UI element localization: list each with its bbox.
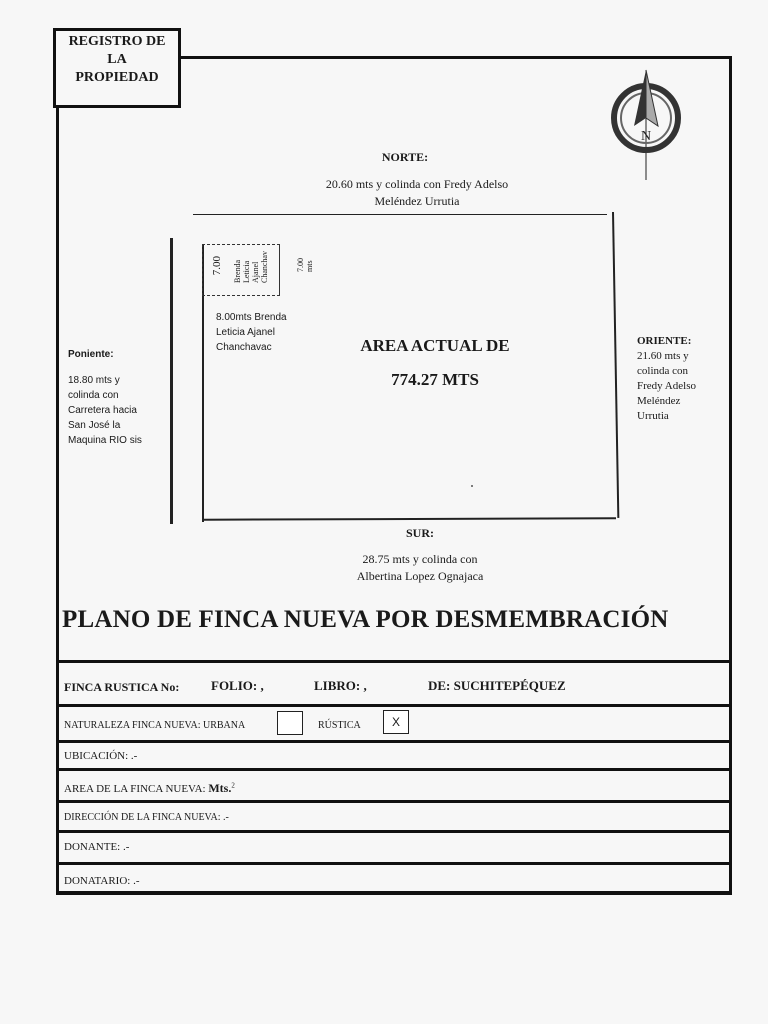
parcel-front-line-2: Leticia Ajanel	[216, 327, 275, 338]
finca-rustica-label: FINCA RUSTICA No:	[64, 680, 180, 694]
parcel-front-line-3: Chanchavac	[216, 342, 272, 353]
departamento-label: DE: SUCHITEPÉQUEZ	[428, 678, 566, 693]
parcel-owner-line-1: Brenda	[233, 259, 242, 283]
plot-west-road-line	[170, 238, 173, 524]
area-unit-superscript: 2	[231, 781, 235, 790]
area-finca-text: AREA DE LA FINCA NUEVA:	[64, 783, 206, 795]
parcel-front-line-1: 8.00mts Brenda	[216, 312, 287, 323]
oriente-line-3: Fredy Adelso	[637, 380, 696, 392]
parcel-side-label	[296, 258, 314, 272]
sur-line-2: Albertina Lopez Ognajaca	[356, 569, 484, 583]
parcel-side-line-2: mts	[305, 260, 314, 272]
plot-mark-dot	[471, 485, 473, 487]
oriente-line-4: Meléndez	[637, 395, 681, 407]
oriente-description	[637, 349, 715, 424]
plot-north-boundary	[193, 214, 607, 215]
oriente-line-5: Urrutia	[637, 410, 669, 422]
parcel-measure: 7.00	[211, 256, 223, 276]
form-row-finca	[56, 660, 732, 704]
svg-text:N: N	[641, 129, 652, 144]
rustica-checkbox[interactable]: X	[383, 710, 409, 734]
poniente-line-5: Maquina RIO sis	[68, 435, 142, 446]
form-row-donatario	[56, 862, 732, 895]
poniente-line-3: Carretera hacia	[68, 405, 137, 416]
poniente-description	[68, 373, 149, 448]
form-row-direccion	[56, 800, 732, 830]
norte-title: NORTE:	[381, 150, 429, 164]
parcel-owner-line-2: Leticia	[242, 260, 251, 283]
folio-label: FOLIO: ,	[211, 678, 264, 693]
registro-line-3: PROPIEDAD	[75, 70, 159, 85]
area-finca-label	[64, 781, 235, 796]
parcel-owner-line-3: Ajanel	[251, 261, 260, 283]
main-title: PLANO DE FINCA NUEVA POR DESMEMBRACIÓN	[62, 606, 669, 633]
poniente-line-2: colinda con	[68, 390, 119, 401]
area-value: 774.27 MTS	[391, 370, 479, 389]
ubicacion-label: UBICACIÓN: .-	[64, 750, 138, 762]
parcel-front-label	[216, 310, 316, 355]
parcel-owner-label	[233, 251, 269, 283]
direccion-label: DIRECCIÓN DE LA FINCA NUEVA: .-	[64, 812, 229, 823]
area-unit: Mts.	[208, 781, 232, 795]
norte-description	[272, 176, 562, 210]
parcel-side-line-1: 7.00	[296, 258, 305, 272]
donatario-label: DONATARIO: .-	[64, 875, 140, 887]
oriente-line-1: 21.60 mts y	[637, 350, 689, 362]
oriente-line-2: colinda con	[637, 365, 689, 377]
registro-line-1: REGISTRO DE	[68, 34, 166, 49]
norte-line-2: Meléndez Urrutia	[374, 194, 460, 208]
donante-label: DONANTE: .-	[64, 841, 130, 853]
urbana-checkbox[interactable]	[277, 711, 303, 735]
sur-line-1: 28.75 mts y colinda con	[362, 552, 478, 566]
form-row-donante	[56, 830, 732, 862]
registro-propiedad-box	[53, 28, 181, 108]
libro-label: LIBRO: ,	[314, 678, 367, 693]
form-row-naturaleza	[56, 704, 732, 740]
oriente-title: ORIENTE:	[637, 335, 692, 347]
registro-line-2: LA	[107, 52, 127, 67]
area-title: AREA ACTUAL DE	[360, 336, 510, 355]
parcel-owner-line-4: Chanchav	[260, 251, 269, 283]
naturaleza-label: NATURALEZA FINCA NUEVA: URBANA	[64, 720, 246, 731]
poniente-line-1: 18.80 mts y	[68, 375, 120, 386]
sur-title: SUR:	[405, 526, 434, 540]
poniente-line-4: San José la	[68, 420, 121, 431]
form-row-ubicacion	[56, 740, 732, 768]
north-arrow-compass-icon	[606, 66, 696, 182]
poniente-title: Poniente:	[68, 349, 114, 360]
rustica-label: RÚSTICA	[318, 720, 361, 731]
form-row-area	[56, 768, 732, 800]
sur-description	[300, 551, 540, 585]
norte-line-1: 20.60 mts y colinda con Fredy Adelso	[325, 177, 509, 191]
